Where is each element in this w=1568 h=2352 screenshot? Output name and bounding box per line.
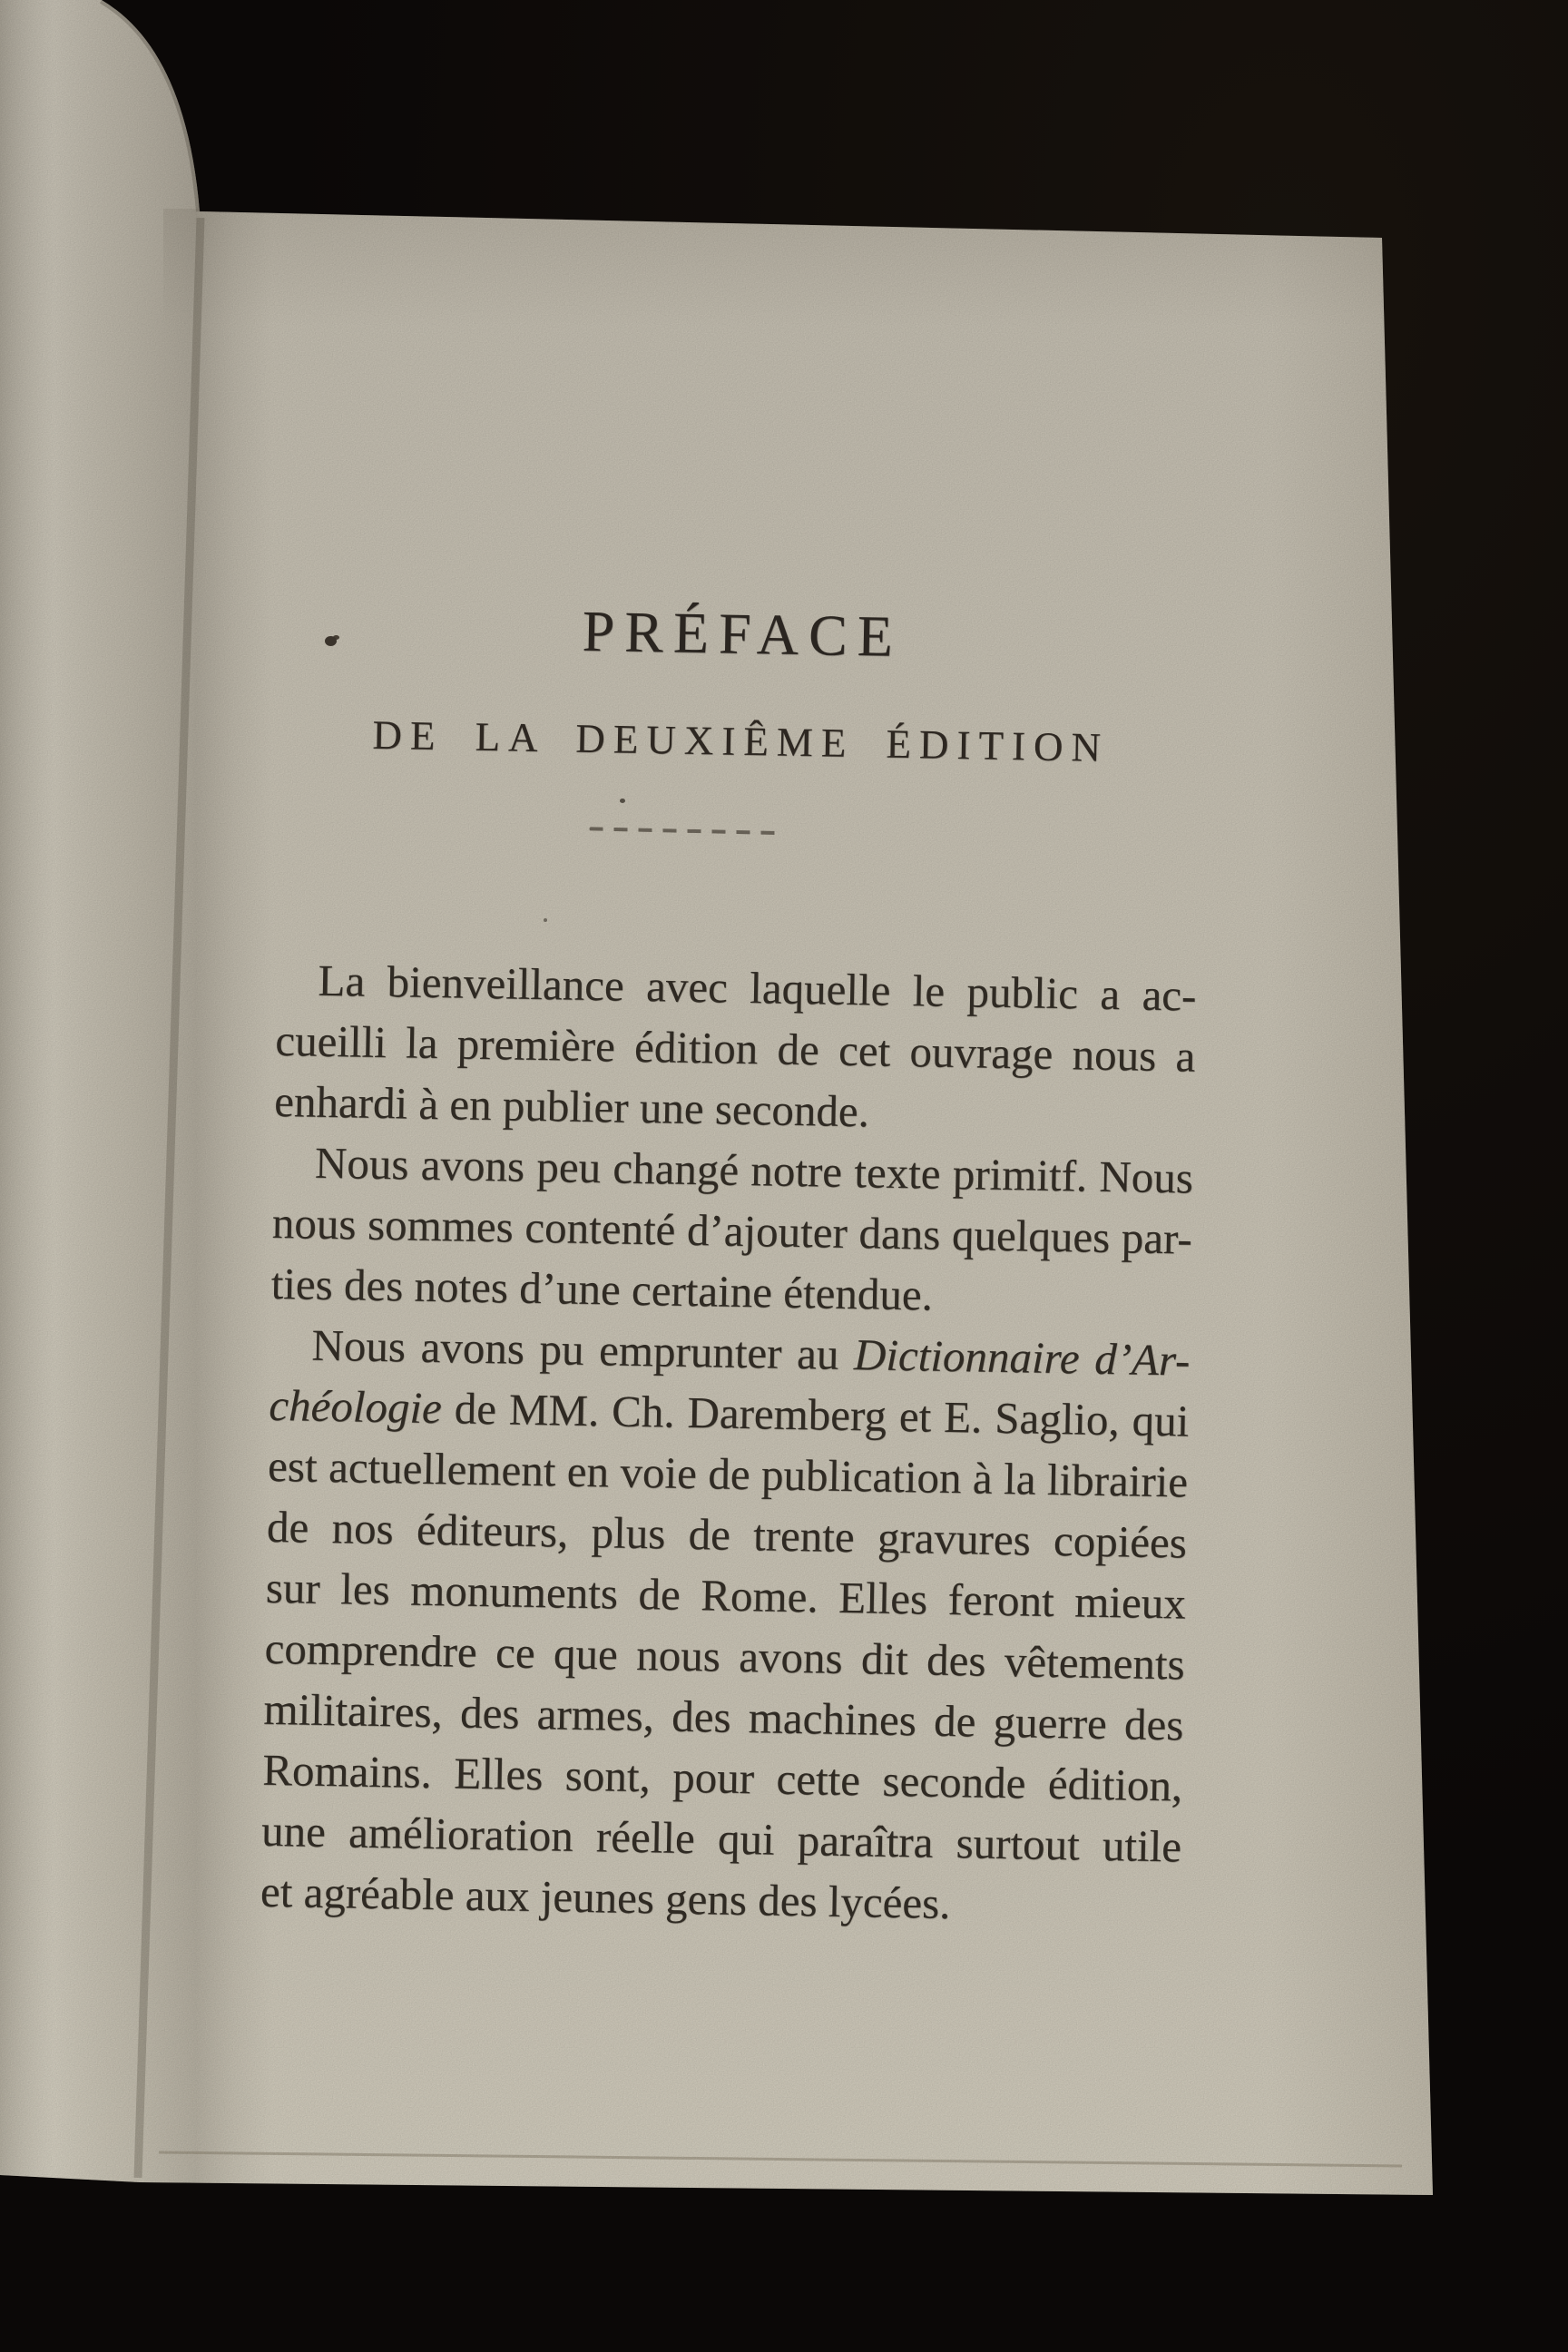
text-segment: militaires, des armes, des machines de guerre des	[263, 1683, 1184, 1750]
text-segment: sur les monuments de Rome. Elles feront mieux	[265, 1562, 1187, 1629]
text-segment: Nous avons peu changé notre texte primitf. Nous	[314, 1137, 1194, 1203]
text-segment: est actuellement en voie de publication à la librairie	[267, 1440, 1189, 1507]
text-segment: enhardi à en publier une seconde.	[273, 1075, 870, 1137]
text-segment: et agréable aux jeunes gens des lycées.	[260, 1866, 951, 1929]
text-segment: La bienveillance avec laquelle le public a ac-	[318, 955, 1197, 1021]
paragraph	[260, 1314, 1191, 1938]
text-segment: de nos éditeurs, plus de trente gravures copiées	[266, 1501, 1188, 1568]
printed-page-content	[260, 593, 1202, 1937]
text-segment: Nous avons pu emprunter au	[311, 1319, 855, 1380]
text-segment: de MM. Ch. Daremberg et E. Saglio, qui	[441, 1383, 1190, 1446]
page-subtitle: DE LA DEUXIÊME ÉDITION	[372, 711, 1110, 770]
page-title: PRÉFACE	[582, 598, 904, 669]
text-segment: une amélioration réelle qui paraîtra surtout utile	[260, 1805, 1182, 1872]
text-segment: Romains. Elles sont, pour cette seconde édition,	[261, 1744, 1183, 1811]
text-segment: ties des notes d’une certaine étendue.	[270, 1258, 934, 1320]
body-text	[260, 949, 1197, 1938]
text-segment: cueilli la première édition de cet ouvrage nous a	[274, 1014, 1196, 1082]
paragraph	[274, 949, 1197, 1148]
text-segment-italic: chéologie	[268, 1379, 443, 1434]
text-segment: comprendre ce que nous avons dit des vêtements	[264, 1622, 1186, 1690]
text-segment-italic: Dictionnaire d’Ar-	[853, 1329, 1191, 1386]
divider-rule	[589, 827, 783, 835]
text-segment: nous sommes contenté d’ajouter dans quelques par-	[271, 1197, 1193, 1264]
paragraph	[270, 1132, 1193, 1330]
